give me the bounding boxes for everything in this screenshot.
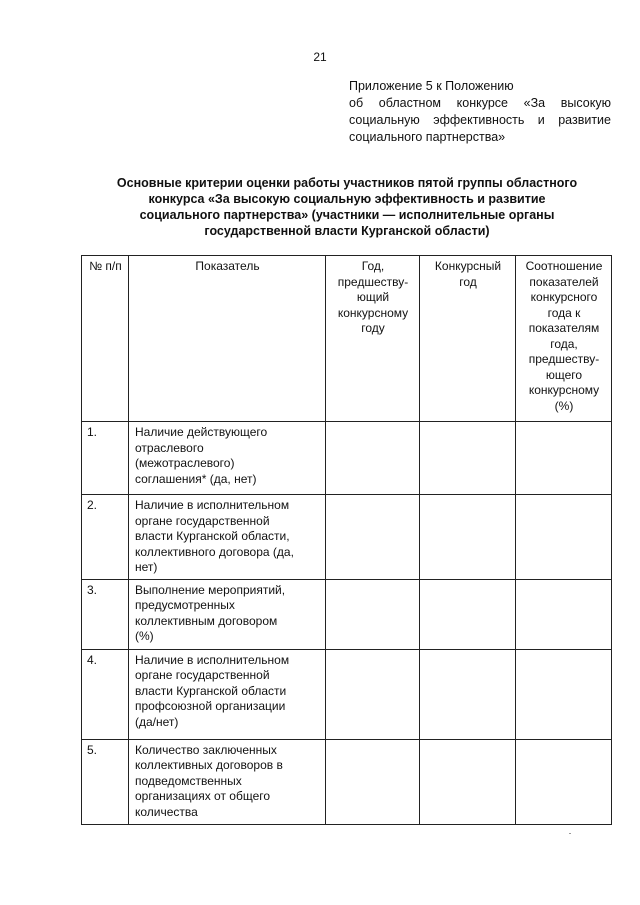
row-ratio-cell xyxy=(516,739,612,824)
row-indicator: Количество заключенных коллективных договоров в подведомственных организациях от общего количества xyxy=(129,739,326,824)
table-row xyxy=(82,579,612,649)
table-row xyxy=(82,495,612,580)
header-prev-year: Год, предшеству- ющий конкурсному году xyxy=(326,256,420,422)
row-num: 1. xyxy=(82,422,129,495)
criteria-table xyxy=(81,255,612,825)
title-line: государственной власти Курганской области) xyxy=(204,224,490,238)
table-row xyxy=(82,422,612,495)
row-indicator: Наличие в исполнительном органе государственной власти Курганской области, коллективного договора (да, нет) xyxy=(129,495,326,580)
row-indicator: Выполнение мероприятий, предусмотренных коллективным договором (%) xyxy=(129,579,326,649)
row-prev-year-cell xyxy=(326,495,420,580)
row-contest-year-cell xyxy=(420,649,516,739)
row-ratio-cell xyxy=(516,579,612,649)
title-line: Основные критерии оценки работы участников пятой группы областного xyxy=(116,176,578,190)
row-num: 3. xyxy=(82,579,129,649)
row-num: 2. xyxy=(82,495,129,580)
appendix-line: социальную эффективность и развитие xyxy=(349,113,611,127)
header-num: № п/п xyxy=(82,256,129,422)
title-line: социального партнерства» (участники — исполнительные органы xyxy=(139,208,555,222)
row-contest-year-cell xyxy=(420,422,516,495)
row-indicator: Наличие в исполнительном органе государственной власти Курганской области профсоюзной организации (да/нет) xyxy=(129,649,326,739)
row-ratio-cell xyxy=(516,422,612,495)
appendix-line: об областном конкурсе «За высокую xyxy=(349,96,611,110)
row-prev-year-cell xyxy=(326,649,420,739)
appendix-line: Приложение 5 к Положению xyxy=(349,79,514,93)
appendix-note xyxy=(349,78,611,146)
table-header-row xyxy=(82,256,612,422)
table-row xyxy=(82,739,612,824)
row-contest-year-cell xyxy=(420,495,516,580)
row-indicator: Наличие действующего отраслевого (межотраслевого) соглашения* (да, нет) xyxy=(129,422,326,495)
header-indicator: Показатель xyxy=(129,256,326,422)
row-prev-year-cell xyxy=(326,739,420,824)
table-row xyxy=(82,649,612,739)
scan-speck xyxy=(569,833,571,834)
row-num: 4. xyxy=(82,649,129,739)
row-contest-year-cell xyxy=(420,739,516,824)
title-line: конкурса «За высокую социальную эффективность и развитие xyxy=(148,192,546,206)
row-prev-year-cell xyxy=(326,579,420,649)
header-contest-year: Конкурсный год xyxy=(420,256,516,422)
row-contest-year-cell xyxy=(420,579,516,649)
header-ratio: Соотношение показателей конкурсного года к показателям года, предшеству- ющего конкурсному (%) xyxy=(516,256,612,422)
appendix-line: социального партнерства» xyxy=(349,130,506,144)
page-number: 21 xyxy=(313,50,327,64)
row-ratio-cell xyxy=(516,495,612,580)
row-prev-year-cell xyxy=(326,422,420,495)
document-title xyxy=(60,175,634,239)
row-num: 5. xyxy=(82,739,129,824)
row-ratio-cell xyxy=(516,649,612,739)
